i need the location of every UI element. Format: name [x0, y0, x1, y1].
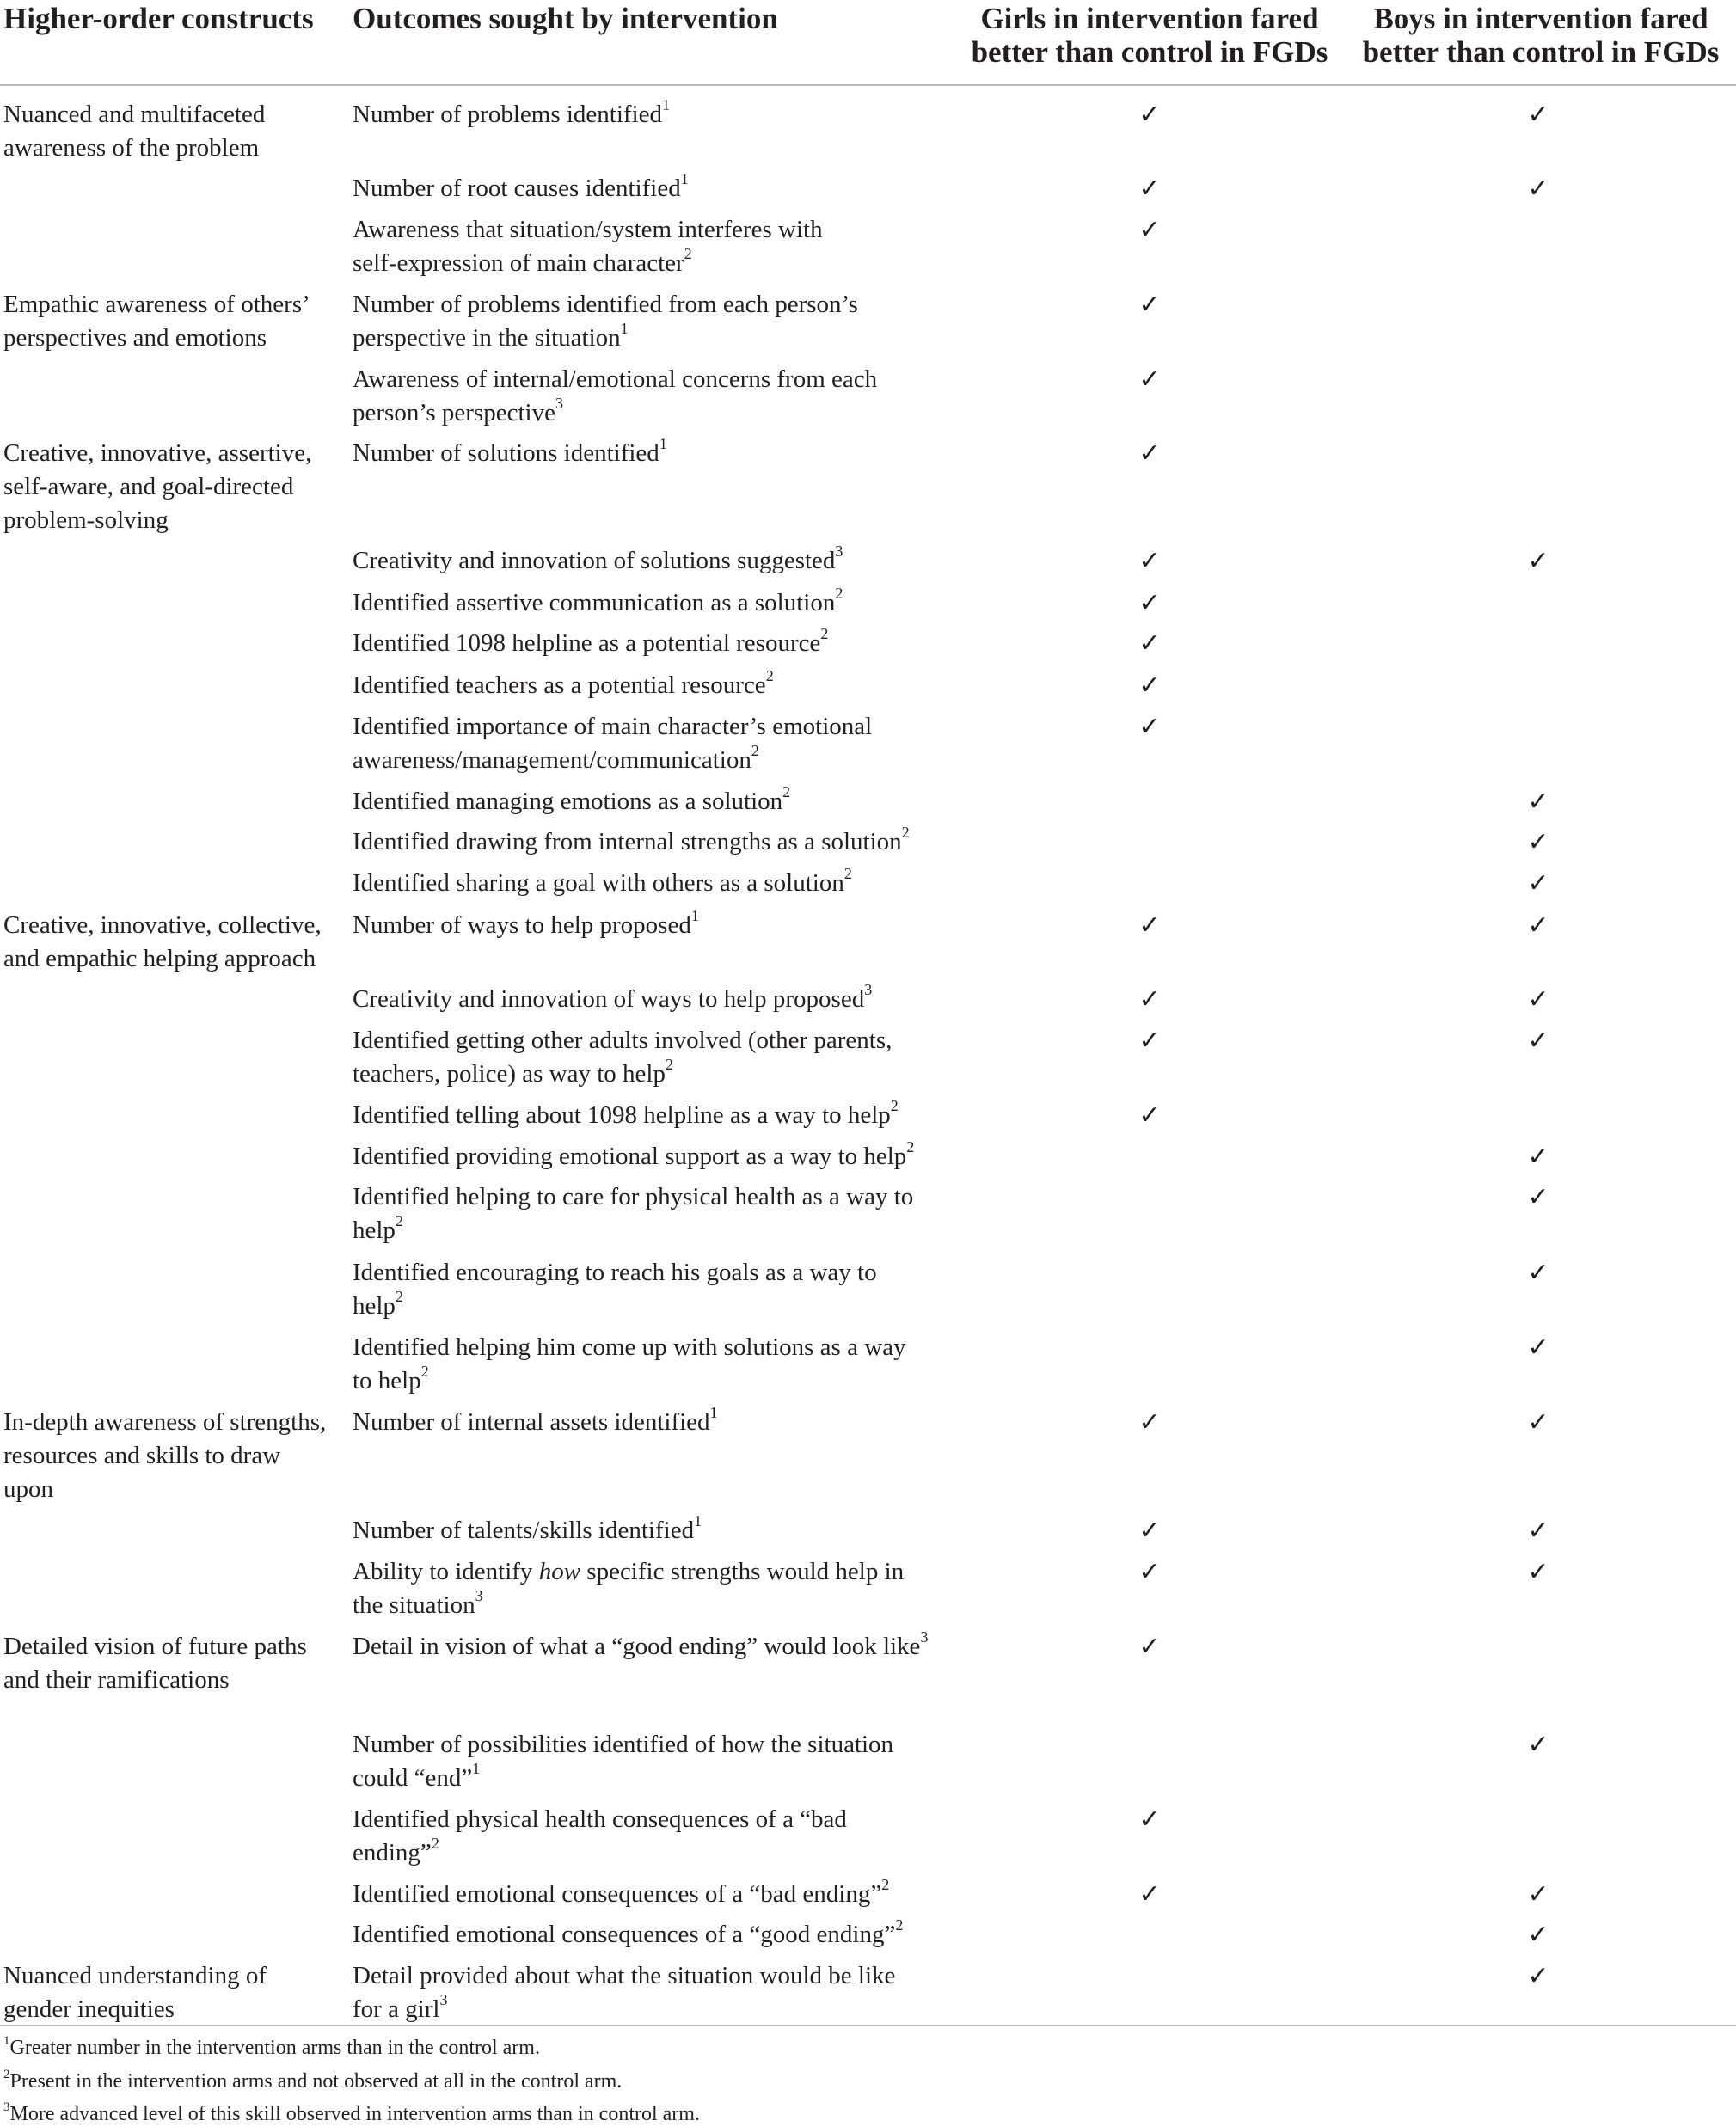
- outcome-line: [353, 1290, 877, 1323]
- outcome-line: [353, 586, 843, 620]
- footnote-marker: 1: [680, 170, 689, 188]
- boys-check-icon: ✓: [1527, 1879, 1549, 1909]
- footnote-marker: 2: [782, 783, 791, 801]
- outcome-cell: [353, 1024, 892, 1091]
- outcome-line: [353, 172, 689, 205]
- footnote-marker: 2: [751, 742, 759, 760]
- girls-check-icon: ✓: [1138, 1516, 1161, 1546]
- outcome-line: [353, 785, 790, 818]
- outcome-text: awareness/management/communication: [353, 746, 751, 774]
- construct-line: gender inequities: [3, 1995, 175, 2023]
- footnote-text: Present in the intervention arms and not observed at all in the control arm.: [9, 2070, 623, 2093]
- footnote-text: More advanced level of this skill observed in intervention arms than in control arm.: [9, 2103, 700, 2125]
- footnote-marker: 2: [901, 824, 910, 842]
- footnote-marker: 2: [890, 1097, 899, 1115]
- outcome-text: Identified sharing a goal with others as a solution: [353, 869, 844, 897]
- outcome-line: [353, 1728, 893, 1762]
- boys-check-icon: ✓: [1527, 1026, 1549, 1056]
- footnote: [3, 2069, 622, 2094]
- outcome-text: Identified managing emotions as a solution: [353, 788, 783, 815]
- construct-line: upon: [3, 1475, 53, 1503]
- outcome-cell: [353, 785, 790, 818]
- footnote-marker: 3: [555, 395, 563, 413]
- outcome-cell: [353, 544, 843, 578]
- outcome-text: person’s perspective: [353, 399, 555, 426]
- footnote-mark: 3: [3, 2100, 10, 2114]
- outcome-text: Identified emotional consequences of a “good ending”: [353, 1921, 896, 1948]
- footnote-marker: 2: [843, 865, 852, 883]
- table-bottom-rule: [0, 2025, 1736, 2026]
- girls-check-icon: ✓: [1138, 1407, 1161, 1437]
- boys-check-icon: ✓: [1527, 1142, 1549, 1172]
- outcome-text: specific strengths would help in: [580, 1558, 905, 1585]
- outcome-cell: [353, 586, 843, 620]
- construct-line: problem-solving: [3, 506, 169, 534]
- girls-check-icon: ✓: [1138, 588, 1161, 618]
- footnote-mark: 2: [3, 2068, 10, 2081]
- outcome-cell: [353, 1630, 928, 1664]
- outcome-cell: [353, 213, 823, 280]
- footnote-marker: 2: [765, 667, 774, 685]
- outcome-cell: [353, 288, 858, 355]
- outcome-cell: [353, 1514, 702, 1548]
- outcome-line: [353, 288, 858, 322]
- footnote-marker: 2: [395, 1212, 403, 1230]
- outcome-text: Identified teachers as a potential resource: [353, 671, 766, 699]
- outcome-text: Number of solutions identified: [353, 439, 659, 467]
- outcome-cell: [353, 867, 852, 900]
- outcome-cell: [353, 1406, 718, 1439]
- outcome-text: could “end”: [353, 1764, 473, 1792]
- outcome-cell: [353, 825, 910, 859]
- outcome-cell: [353, 983, 872, 1016]
- footnote-marker: 3: [864, 981, 873, 999]
- footnote-marker: 1: [620, 320, 629, 338]
- footnote-marker: 2: [665, 1056, 673, 1074]
- outcome-cell: [353, 1180, 913, 1247]
- outcome-line: [353, 98, 670, 132]
- footnote-marker: 3: [439, 1991, 448, 2009]
- construct-line: and empathic helping approach: [3, 945, 316, 972]
- footnote-marker: 2: [431, 1835, 439, 1853]
- construct-cell: [3, 1630, 307, 1697]
- outcome-cell: [353, 909, 699, 942]
- outcome-line: [353, 825, 910, 859]
- girls-check-icon: ✓: [1138, 910, 1161, 941]
- construct-cell: [3, 98, 265, 165]
- girls-check-icon: ✓: [1138, 290, 1161, 320]
- outcome-text: to help: [353, 1367, 421, 1395]
- outcome-line: [353, 437, 667, 470]
- boys-check-icon: ✓: [1527, 984, 1549, 1014]
- outcome-line: [353, 1099, 899, 1132]
- girls-check-icon: ✓: [1138, 1879, 1161, 1909]
- girls-check-icon: ✓: [1138, 628, 1161, 659]
- header-boys: [1350, 2, 1732, 69]
- footnote-marker: 1: [662, 96, 670, 114]
- footnote-mark: 1: [3, 2034, 10, 2048]
- boys-check-icon: ✓: [1527, 1333, 1549, 1363]
- outcome-line: [353, 1514, 702, 1548]
- header-girls: [957, 2, 1342, 69]
- outcome-line: [353, 669, 774, 702]
- outcome-text: Identified getting other adults involved (other parents,: [353, 1027, 893, 1054]
- footnote-marker: 2: [895, 1916, 904, 1934]
- construct-line: and their ramifications: [3, 1666, 230, 1694]
- footnote-marker: 1: [694, 1512, 702, 1530]
- construct-line: perspectives and emotions: [3, 324, 267, 352]
- outcome-text: Number of talents/skills identified: [353, 1517, 695, 1544]
- outcome-line: [353, 867, 852, 900]
- outcome-line: [353, 322, 858, 355]
- outcome-text: help: [353, 1292, 396, 1320]
- girls-check-icon: ✓: [1138, 1557, 1161, 1587]
- outcome-line: [353, 1918, 903, 1952]
- outcome-text: for a girl: [353, 1995, 440, 2023]
- outcome-cell: [353, 1878, 889, 1911]
- outcome-text: Creativity and innovation of ways to help proposed: [353, 985, 865, 1013]
- girls-check-icon: ✓: [1138, 712, 1161, 742]
- outcome-line: [353, 363, 877, 396]
- boys-check-icon: ✓: [1527, 787, 1549, 817]
- outcome-text: Number of root causes identified: [353, 175, 681, 202]
- boys-check-icon: ✓: [1527, 100, 1549, 130]
- outcome-line: [353, 1993, 895, 2026]
- outcome-text: self-expression of main character: [353, 249, 684, 277]
- construct-cell: [3, 1406, 326, 1506]
- construct-line: Empathic awareness of others’: [3, 291, 310, 318]
- construct-line: Creative, innovative, collective,: [3, 911, 322, 939]
- outcome-cell: [353, 1331, 906, 1398]
- footnote-marker: 3: [920, 1628, 929, 1646]
- header-boys-line2: better than control in FGDs: [1362, 35, 1720, 69]
- outcome-line: [353, 1256, 877, 1290]
- outcome-text: help: [353, 1217, 396, 1244]
- construct-line: self-aware, and goal-directed: [3, 473, 294, 500]
- boys-check-icon: ✓: [1527, 1920, 1549, 1950]
- boys-check-icon: ✓: [1527, 1258, 1549, 1288]
- header-outcomes: Outcomes sought by intervention: [353, 2, 778, 35]
- outcome-text: Identified 1098 helpline as a potential resource: [353, 629, 821, 657]
- header-girls-line2: better than control in FGDs: [971, 35, 1328, 69]
- boys-check-icon: ✓: [1527, 1407, 1549, 1437]
- footnote-marker: 2: [906, 1138, 915, 1156]
- outcome-text: Awareness that situation/system interferes with: [353, 216, 823, 243]
- boys-check-icon: ✓: [1527, 174, 1549, 204]
- outcome-cell: [353, 710, 872, 777]
- footnote-marker: 2: [395, 1288, 403, 1306]
- outcome-line: [353, 1836, 847, 1870]
- outcome-text: Detail provided about what the situation would be like: [353, 1962, 896, 1989]
- outcome-cell: [353, 172, 689, 205]
- girls-check-icon: ✓: [1138, 365, 1161, 395]
- outcome-line: [353, 1214, 913, 1247]
- header-girls-line1: Girls in intervention fared: [980, 2, 1319, 35]
- outcome-cell: [353, 1140, 914, 1174]
- footnote-marker: 1: [472, 1760, 481, 1778]
- girls-check-icon: ✓: [1138, 546, 1161, 576]
- footnote-marker: 1: [690, 907, 699, 925]
- outcome-text: teachers, police) as way to help: [353, 1060, 666, 1088]
- header-boys-line1: Boys in intervention fared: [1373, 2, 1708, 35]
- footnote-text: Greater number in the intervention arms than in the control arm.: [9, 2037, 540, 2059]
- outcome-line: [353, 544, 843, 578]
- boys-check-icon: ✓: [1527, 1730, 1549, 1760]
- outcome-text: Awareness of internal/emotional concerns from each: [353, 365, 878, 393]
- outcome-text: Identified emotional consequences of a “bad ending”: [353, 1880, 882, 1908]
- table-header: [0, 0, 1736, 86]
- outcome-text: Creativity and innovation of solutions suggested: [353, 547, 836, 574]
- girls-check-icon: ✓: [1138, 1805, 1161, 1835]
- construct-cell: [3, 1959, 267, 2026]
- girls-check-icon: ✓: [1138, 1632, 1161, 1662]
- construct-cell: [3, 909, 322, 976]
- footnote-marker: 2: [835, 585, 843, 603]
- outcome-text: Identified drawing from internal strengths as a solution: [353, 828, 902, 855]
- outcome-text: Number of internal assets identified: [353, 1408, 710, 1436]
- outcome-line: [353, 1959, 895, 1993]
- girls-check-icon: ✓: [1138, 984, 1161, 1014]
- outcome-line: [353, 1140, 914, 1174]
- footnote-marker: 2: [881, 1876, 890, 1894]
- outcome-cell: [353, 1803, 847, 1870]
- boys-check-icon: ✓: [1527, 1182, 1549, 1212]
- outcome-text: Number of ways to help proposed: [353, 911, 691, 939]
- footnote-marker: 2: [420, 1363, 429, 1381]
- outcome-text: the situation: [353, 1591, 475, 1619]
- outcome-text: Number of possibilities identified of how the situation: [353, 1731, 894, 1758]
- outcome-line: [353, 983, 872, 1016]
- boys-check-icon: ✓: [1527, 910, 1549, 941]
- outcome-cell: [353, 1555, 904, 1622]
- construct-line: Nuanced understanding of: [3, 1962, 267, 1989]
- footnote-marker: 1: [709, 1404, 718, 1422]
- outcome-text: perspective in the situation: [353, 324, 621, 352]
- outcome-cell: [353, 98, 670, 132]
- outcome-line: [353, 1180, 913, 1214]
- outcome-text: Identified providing emotional support as a way to help: [353, 1143, 907, 1170]
- boys-check-icon: ✓: [1527, 1961, 1549, 1991]
- outcome-text: Identified helping to care for physical health as a way to: [353, 1183, 914, 1211]
- construct-line: resources and skills to draw: [3, 1442, 281, 1469]
- construct-line: Creative, innovative, assertive,: [3, 439, 312, 467]
- outcome-text: Identified physical health consequences of a “bad: [353, 1805, 847, 1833]
- construct-line: awareness of the problem: [3, 134, 260, 162]
- girls-check-icon: ✓: [1138, 174, 1161, 204]
- footnote-marker: 1: [659, 435, 667, 453]
- outcome-line: [353, 710, 872, 744]
- outcome-text: Identified assertive communication as a solution: [353, 589, 836, 616]
- construct-line: In-depth awareness of strengths,: [3, 1408, 327, 1436]
- outcome-line: [353, 1024, 892, 1057]
- boys-check-icon: ✓: [1527, 1516, 1549, 1546]
- outcome-line: [353, 744, 872, 777]
- footnote: [3, 2035, 540, 2061]
- outcome-line: [353, 1331, 906, 1364]
- outcome-text: Identified telling about 1098 helpline as a way to help: [353, 1101, 891, 1129]
- outcome-line: [353, 396, 877, 430]
- girls-check-icon: ✓: [1138, 438, 1161, 469]
- outcome-cell: [353, 1728, 893, 1795]
- outcome-line: [353, 1364, 906, 1398]
- girls-check-icon: ✓: [1138, 671, 1161, 701]
- outcome-emphasis: how: [538, 1558, 581, 1585]
- outcome-cell: [353, 1256, 877, 1323]
- outcome-line: [353, 1589, 904, 1622]
- boys-check-icon: ✓: [1527, 546, 1549, 576]
- outcome-cell: [353, 669, 774, 702]
- footnote: [3, 2101, 700, 2127]
- construct-line: Detailed vision of future paths: [3, 1633, 307, 1660]
- outcome-line: [353, 247, 823, 280]
- outcome-text: Ability to identify: [353, 1558, 539, 1585]
- header-constructs: Higher-order constructs: [3, 2, 314, 35]
- boys-check-icon: ✓: [1527, 1557, 1549, 1587]
- girls-check-icon: ✓: [1138, 1026, 1161, 1056]
- outcome-line: [353, 909, 699, 942]
- outcome-line: [353, 1555, 904, 1589]
- footnote-marker: 3: [835, 542, 843, 561]
- outcome-line: [353, 1406, 718, 1439]
- footnote-marker: 2: [684, 245, 692, 263]
- outcome-cell: [353, 1099, 899, 1132]
- outcome-cell: [353, 627, 828, 660]
- outcome-line: [353, 213, 823, 247]
- outcome-cell: [353, 363, 877, 430]
- footnote-marker: 2: [820, 625, 829, 643]
- outcome-cell: [353, 1959, 895, 2026]
- construct-cell: [3, 437, 311, 537]
- outcome-text: Detail in vision of what a “good ending” would look like: [353, 1633, 921, 1660]
- outcome-cell: [353, 437, 667, 470]
- outcome-line: [353, 1878, 889, 1911]
- boys-check-icon: ✓: [1527, 827, 1549, 857]
- girls-check-icon: ✓: [1138, 1100, 1161, 1131]
- outcome-text: Number of problems identified from each person’s: [353, 291, 858, 318]
- outcome-line: [353, 1762, 893, 1795]
- boys-check-icon: ✓: [1527, 868, 1549, 898]
- girls-check-icon: ✓: [1138, 215, 1161, 245]
- girls-check-icon: ✓: [1138, 100, 1161, 130]
- outcome-line: [353, 1057, 892, 1091]
- outcome-cell: [353, 1918, 903, 1952]
- outcome-text: Identified encouraging to reach his goals as a way to: [353, 1259, 877, 1286]
- outcome-line: [353, 1630, 928, 1664]
- outcome-line: [353, 1803, 847, 1836]
- construct-line: Nuanced and multifaceted: [3, 101, 266, 128]
- outcome-text: Identified helping him come up with solutions as a way: [353, 1333, 906, 1361]
- outcome-text: ending”: [353, 1839, 432, 1866]
- footnote-marker: 3: [475, 1587, 483, 1605]
- construct-cell: [3, 288, 310, 355]
- outcome-line: [353, 627, 828, 660]
- outcome-text: Number of problems identified: [353, 101, 662, 128]
- outcome-text: Identified importance of main character’s emotional: [353, 713, 873, 740]
